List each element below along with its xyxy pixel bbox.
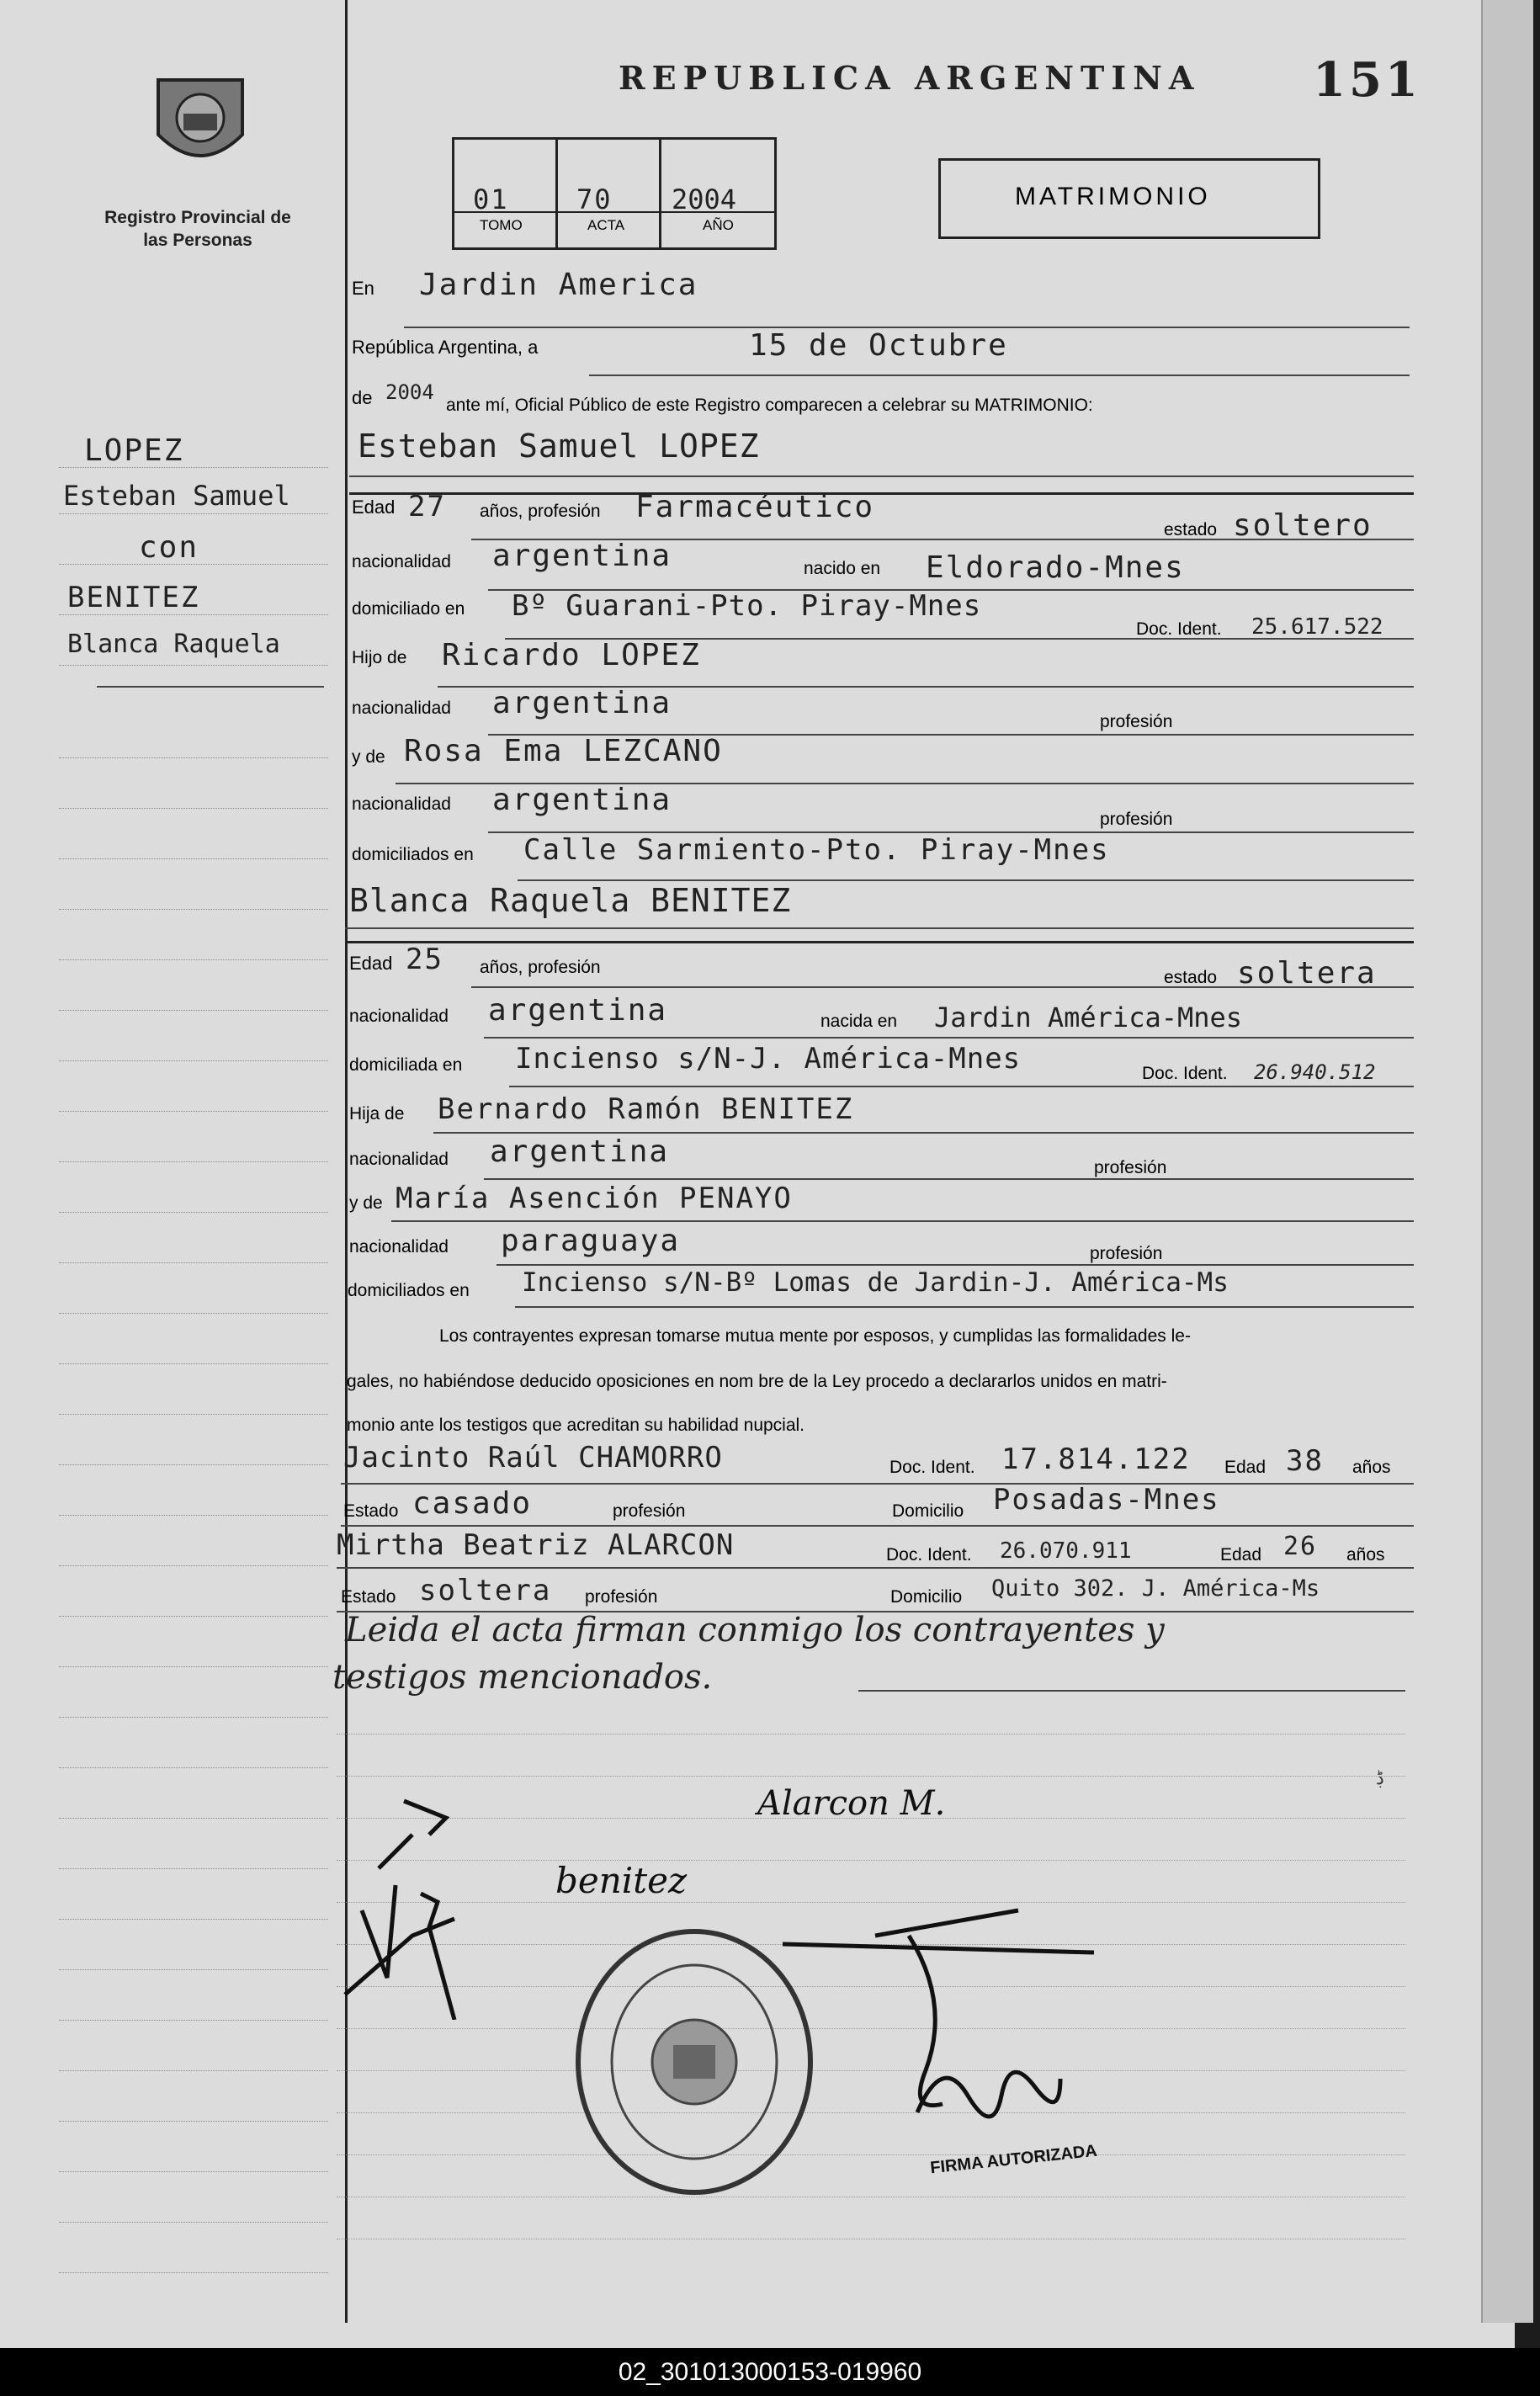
- groom-dom-label: domiciliado en: [352, 599, 465, 619]
- bride-domicilio: Incienso s/N-J. América-Mnes: [515, 1042, 1022, 1076]
- margin-column: [0, 0, 348, 2323]
- rule: [59, 614, 328, 615]
- groom-nac-label: nacionalidad: [352, 552, 451, 571]
- page-mark: ڋ: [1376, 1767, 1384, 1788]
- bride-edad: 25: [406, 943, 443, 976]
- rule: [515, 1306, 1414, 1308]
- groom-padres-dom: Calle Sarmiento-Pto. Piray-Mnes: [523, 833, 1110, 867]
- bride-doc: 26.940.512: [1254, 1060, 1376, 1084]
- formal-text-2: gales, no habiéndose deducido oposiciones en nom bre de la Ley procedo a declararlos unidos en matri-: [347, 1372, 1167, 1391]
- bride-profesion-label: años, profesión: [480, 958, 601, 977]
- rule: [59, 2272, 328, 2273]
- rule: [341, 1483, 1414, 1485]
- ano-label: AÑO: [703, 217, 734, 233]
- rule: [59, 1868, 328, 1869]
- witness2-prof-label: profesión: [585, 1587, 658, 1607]
- witness2-estado: soltera: [419, 1574, 552, 1607]
- bride-estado-label: estado: [1164, 968, 1218, 987]
- bride-dom-label: domiciliada en: [349, 1055, 463, 1075]
- rule: [59, 2222, 328, 2223]
- rule: [589, 375, 1410, 376]
- rule: [59, 665, 328, 666]
- witness1-name: Jacinto Raúl CHAMORRO: [343, 1441, 723, 1474]
- date: 15 de Octubre: [749, 328, 1008, 363]
- act-type-box: [938, 158, 1320, 239]
- rule: [471, 986, 1414, 988]
- rule: [59, 467, 328, 468]
- signature-alarcon: Alarcon M.: [757, 1784, 946, 1823]
- bride-madre-prof-label: profesión: [1090, 1244, 1163, 1263]
- rule: [59, 1313, 328, 1314]
- groom-name: Esteban Samuel LOPEZ: [358, 428, 760, 465]
- groom-yde-label: y de: [352, 747, 385, 767]
- bride-estado: soltera: [1237, 956, 1377, 991]
- rule: [858, 1690, 1405, 1692]
- rule: [59, 2070, 328, 2071]
- page-edge: [1481, 0, 1533, 2323]
- official-signature-icon: [783, 1902, 1136, 2180]
- republica-label: República Argentina, a: [352, 337, 539, 358]
- tomo-value: 01: [473, 183, 509, 215]
- margin-surname-bride: BENITEZ: [67, 581, 200, 614]
- bride-nacida: Jardin América-Mnes: [934, 1001, 1243, 1033]
- groom-doc: 25.617.522: [1251, 614, 1383, 640]
- groom-madre: Rosa Ema LEZCANO: [404, 734, 723, 768]
- rule: [59, 564, 328, 565]
- rule: [484, 1037, 1414, 1039]
- rule: [59, 1414, 328, 1415]
- bride-padre-prof-label: profesión: [1094, 1158, 1167, 1177]
- rule: [59, 909, 328, 910]
- image-code: 02_301013000153-019960: [0, 2348, 1540, 2396]
- rule: [349, 492, 1414, 495]
- groom-madre-prof-label: profesión: [1100, 810, 1173, 829]
- rule: [345, 941, 1414, 943]
- rule: [349, 475, 1414, 477]
- country-title: REPUBLICA ARGENTINA: [619, 59, 1201, 97]
- bride-doc-label: Doc. Ident.: [1142, 1064, 1228, 1083]
- record-id-box: [452, 137, 777, 250]
- rule: [337, 1567, 1414, 1569]
- groom-doc-label: Doc. Ident.: [1136, 619, 1222, 639]
- witness2-doc: 26.070.911: [1000, 1538, 1132, 1564]
- margin-con: con: [139, 530, 199, 565]
- rule: [59, 1262, 328, 1263]
- witness1-doc: 17.814.122: [1001, 1442, 1191, 1476]
- bride-madre: María Asención PENAYO: [396, 1182, 793, 1215]
- bride-doms-label: domiciliados en: [348, 1281, 470, 1300]
- witness1-estado: casado: [412, 1486, 533, 1521]
- signature-benitez: benitez: [555, 1860, 688, 1901]
- witness2-edad-label: Edad: [1220, 1545, 1262, 1565]
- bride-edad-label: Edad: [349, 953, 393, 974]
- closing-line-2: testigos mencionados.: [332, 1658, 713, 1697]
- rule: [59, 1060, 328, 1061]
- groom-estado-label: estado: [1164, 520, 1218, 539]
- de-label: de: [352, 387, 373, 408]
- rule: [337, 1776, 1405, 1777]
- witness1-edad: 38: [1286, 1444, 1324, 1478]
- rule: [509, 1086, 1414, 1087]
- rule: [433, 1132, 1414, 1134]
- witness2-edad: 26: [1283, 1532, 1318, 1561]
- groom-edad: 27: [408, 490, 446, 523]
- ano-value: 2004: [672, 183, 737, 215]
- rule: [59, 1111, 328, 1112]
- closing-line-1: Leida el acta firman conmigo los contrayentes y: [345, 1611, 1165, 1650]
- witness2-name: Mirtha Beatriz ALARCON: [337, 1528, 735, 1562]
- rule: [59, 1464, 328, 1465]
- groom-edad-label: Edad: [352, 497, 396, 518]
- rule: [59, 1212, 328, 1213]
- rule: [59, 1767, 328, 1768]
- witness2-anos: años: [1346, 1545, 1385, 1565]
- registry-label: Registro Provincial de las Personas: [104, 208, 291, 250]
- bride-name: Blanca Raquela BENITEZ: [349, 882, 792, 919]
- groom-hijo-label: Hijo de: [352, 648, 407, 667]
- margin-underline: [97, 686, 324, 688]
- rule: [59, 1565, 328, 1566]
- bride-nacionalidad: argentina: [488, 993, 668, 1028]
- official-seal-icon: [572, 1927, 816, 2197]
- groom-doms-label: domiciliados en: [352, 845, 474, 864]
- rule: [391, 1220, 1414, 1222]
- signature-groom-icon: [337, 1784, 505, 2020]
- witness1-edad-label: Edad: [1224, 1458, 1267, 1477]
- acta-label: ACTA: [587, 217, 625, 233]
- groom-nacido: Eldorado-Mnes: [926, 550, 1185, 585]
- rule: [59, 513, 328, 514]
- witness1-estado-label: Estado: [343, 1501, 399, 1521]
- groom-nacionalidad: argentina: [492, 539, 672, 573]
- rule: [59, 1010, 328, 1011]
- tomo-label: TOMO: [480, 217, 523, 233]
- bride-padre-nac-label: nacionalidad: [349, 1150, 449, 1169]
- rule: [497, 1264, 1414, 1266]
- rule: [59, 1161, 328, 1162]
- groom-domicilio: Bº Guarani-Pto. Piray-Mnes: [512, 589, 982, 623]
- rule: [59, 2171, 328, 2172]
- rule: [59, 808, 328, 809]
- bride-nacida-label: nacida en: [820, 1012, 898, 1031]
- page-number: 151: [1313, 52, 1421, 108]
- rule: [59, 959, 328, 960]
- witness2-doc-label: Doc. Ident.: [886, 1545, 972, 1565]
- rule: [59, 1818, 328, 1819]
- witness2-dom-label: Domicilio: [890, 1587, 963, 1607]
- rule: [59, 1515, 328, 1516]
- rule: [337, 1734, 1405, 1735]
- groom-profesion: Farmacéutico: [635, 490, 875, 524]
- bride-yde-label: y de: [349, 1193, 383, 1213]
- rule: [59, 1717, 328, 1718]
- ante-text: ante mí, Oficial Público de este Registro comparecen a celebrar su MATRIMONIO:: [446, 396, 1093, 415]
- witness1-prof-label: profesión: [613, 1501, 686, 1521]
- witness2-domicilio: Quito 302. J. América-Ms: [991, 1575, 1320, 1602]
- rule: [484, 1178, 1414, 1180]
- act-type: MATRIMONIO: [1015, 183, 1211, 210]
- bride-padre: Bernardo Ramón BENITEZ: [438, 1092, 854, 1126]
- groom-padre: Ricardo LOPEZ: [442, 638, 701, 672]
- groom-estado: soltero: [1233, 508, 1373, 543]
- rule: [59, 1363, 328, 1364]
- witness1-dom-label: Domicilio: [892, 1501, 964, 1521]
- bride-nac-label: nacionalidad: [349, 1007, 449, 1026]
- rule: [59, 2121, 328, 2122]
- rule: [518, 879, 1414, 881]
- witness1-domicilio: Posadas-Mnes: [993, 1483, 1220, 1517]
- groom-madre-nac-label: nacionalidad: [352, 794, 451, 814]
- witness1-doc-label: Doc. Ident.: [889, 1458, 975, 1477]
- margin-surname-groom: LOPEZ: [84, 433, 184, 468]
- witness1-anos: años: [1352, 1458, 1391, 1477]
- margin-name-bride: Blanca Raquela: [67, 630, 280, 659]
- place: Jardin America: [419, 268, 698, 302]
- witness2-estado-label: Estado: [341, 1587, 396, 1607]
- groom-padre-nac-label: nacionalidad: [352, 699, 451, 718]
- rule: [59, 1969, 328, 1970]
- bride-madre-nac: paraguaya: [501, 1224, 681, 1258]
- bride-madre-nac-label: nacionalidad: [349, 1237, 449, 1256]
- rule: [59, 757, 328, 758]
- rule: [345, 927, 1414, 929]
- rule: [59, 2020, 328, 2021]
- year: 2004: [385, 380, 434, 404]
- coat-of-arms-icon: [150, 67, 251, 177]
- rule: [341, 1525, 1414, 1527]
- groom-nacido-label: nacido en: [804, 559, 881, 578]
- groom-madre-nac: argentina: [492, 783, 672, 817]
- bride-hija-label: Hija de: [349, 1104, 405, 1124]
- en-label: En: [352, 278, 374, 299]
- groom-padre-nac: argentina: [492, 686, 672, 720]
- rule: [59, 1616, 328, 1617]
- rule: [59, 1919, 328, 1920]
- formal-text-1: Los contrayentes expresan tomarse mutua mente por esposos, y cumplidas las formalidades le-: [439, 1326, 1191, 1346]
- groom-padre-prof-label: profesión: [1100, 712, 1173, 731]
- margin-name-groom: Esteban Samuel: [63, 480, 290, 512]
- bride-padre-nac: argentina: [490, 1134, 670, 1169]
- formal-text-3: monio ante los testigos que acreditan su habilidad nupcial.: [347, 1416, 805, 1435]
- acta-value: 70: [576, 183, 613, 215]
- rule: [59, 1666, 328, 1667]
- groom-profesion-label: años, profesión: [480, 502, 601, 521]
- official-stamp-label: FIRMA AUTORIZADA: [929, 2141, 1098, 2178]
- bride-padres-dom: Incienso s/N-Bº Lomas de Jardin-J. América-Ms: [522, 1267, 1229, 1298]
- rule: [59, 858, 328, 859]
